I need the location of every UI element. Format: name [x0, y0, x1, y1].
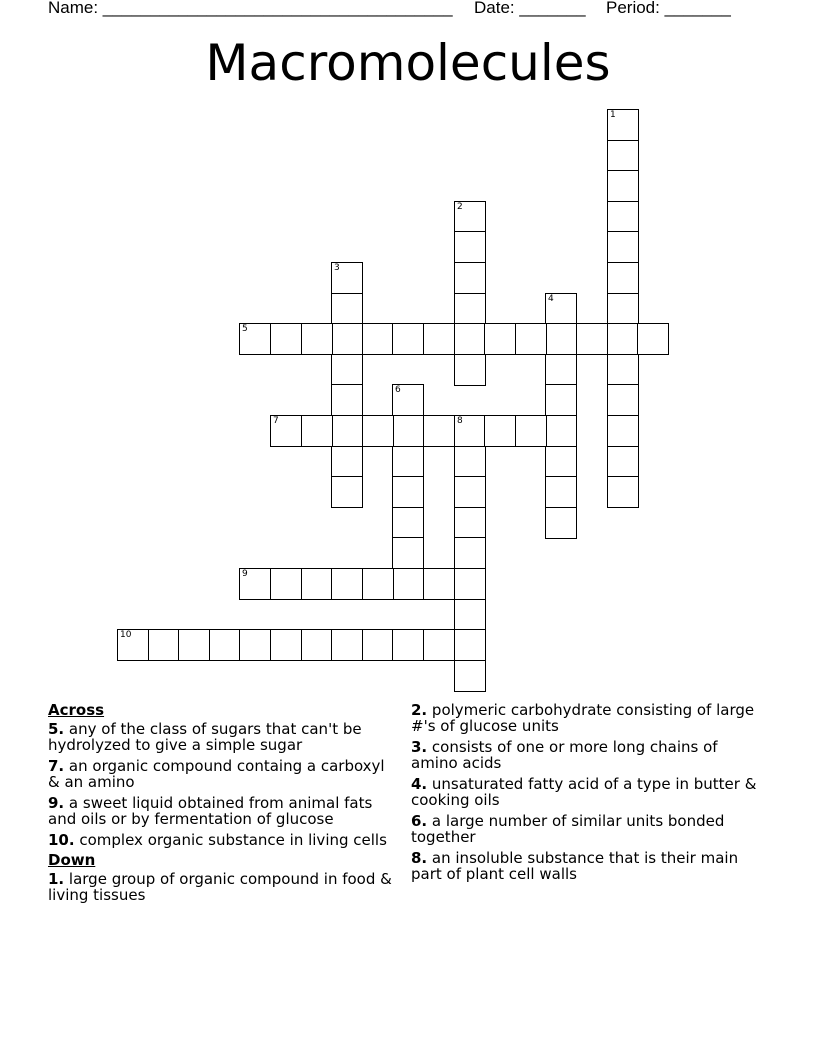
clue-number-label: 9 [242, 569, 248, 579]
down-clue [411, 776, 761, 808]
clue-text: an insoluble substance that is their main part of plant cell walls [411, 849, 739, 883]
clue-number-label: 1 [610, 110, 616, 120]
clue-text: polymeric carbohydrate consisting of large #'s of glucose units [411, 701, 755, 735]
clue-column-right [411, 702, 761, 887]
clue-number-label: 6 [395, 385, 401, 395]
clue-column-left [48, 702, 398, 908]
clue-number: 7. [48, 757, 65, 775]
clue-number-label: 10 [120, 630, 132, 640]
clue-number-label: 8 [457, 416, 463, 426]
name-label: Name: [48, 0, 103, 17]
clue-text: any of the class of sugars that can't be hydrolyzed to give a simple sugar [48, 720, 362, 754]
clue-number-label: 5 [242, 324, 248, 334]
down-clue [411, 739, 761, 771]
name-blank-line[interactable]: _____________________________________ [102, 0, 453, 17]
date-blank-line[interactable]: _______ [519, 0, 586, 17]
page-title: Macromolecules [205, 34, 611, 92]
down-clue [411, 813, 761, 845]
clue-number-label: 3 [334, 263, 340, 273]
clue-number: 10. [48, 831, 75, 849]
clue-text: a large number of similar units bonded together [411, 812, 725, 846]
across-clue [48, 832, 398, 848]
clue-number: 4. [411, 775, 428, 793]
down-clue [411, 850, 761, 882]
clue-text: complex organic substance in living cells [79, 831, 387, 849]
clue-number: 9. [48, 794, 65, 812]
down-heading: Down [48, 851, 96, 869]
clue-text: unsaturated fatty acid of a type in butter & cooking oils [411, 775, 757, 809]
down-clue [48, 871, 398, 903]
clue-number: 6. [411, 812, 428, 830]
clue-number-label: 4 [548, 294, 554, 304]
clue-text: a sweet liquid obtained from animal fats and oils or by fermentation of glucose [48, 794, 373, 828]
across-clue [48, 721, 398, 753]
clue-number: 3. [411, 738, 428, 756]
clue-number: 1. [48, 870, 65, 888]
period-blank-line[interactable]: _______ [664, 0, 731, 17]
clue-number-label: 2 [457, 202, 463, 212]
clue-number-label: 7 [273, 416, 279, 426]
across-clue [48, 795, 398, 827]
clue-number: 8. [411, 849, 428, 867]
across-clue [48, 758, 398, 790]
down-clue [411, 702, 761, 734]
clue-number: 5. [48, 720, 65, 738]
clue-text: an organic compound containg a carboxyl & an amino [48, 757, 385, 791]
clue-text: consists of one or more long chains of amino acids [411, 738, 718, 772]
clue-number: 2. [411, 701, 428, 719]
period-label: Period: [606, 0, 665, 17]
date-label: Date: [474, 0, 520, 17]
across-heading: Across [48, 701, 105, 719]
clue-text: large group of organic compound in food & living tissues [48, 870, 392, 904]
